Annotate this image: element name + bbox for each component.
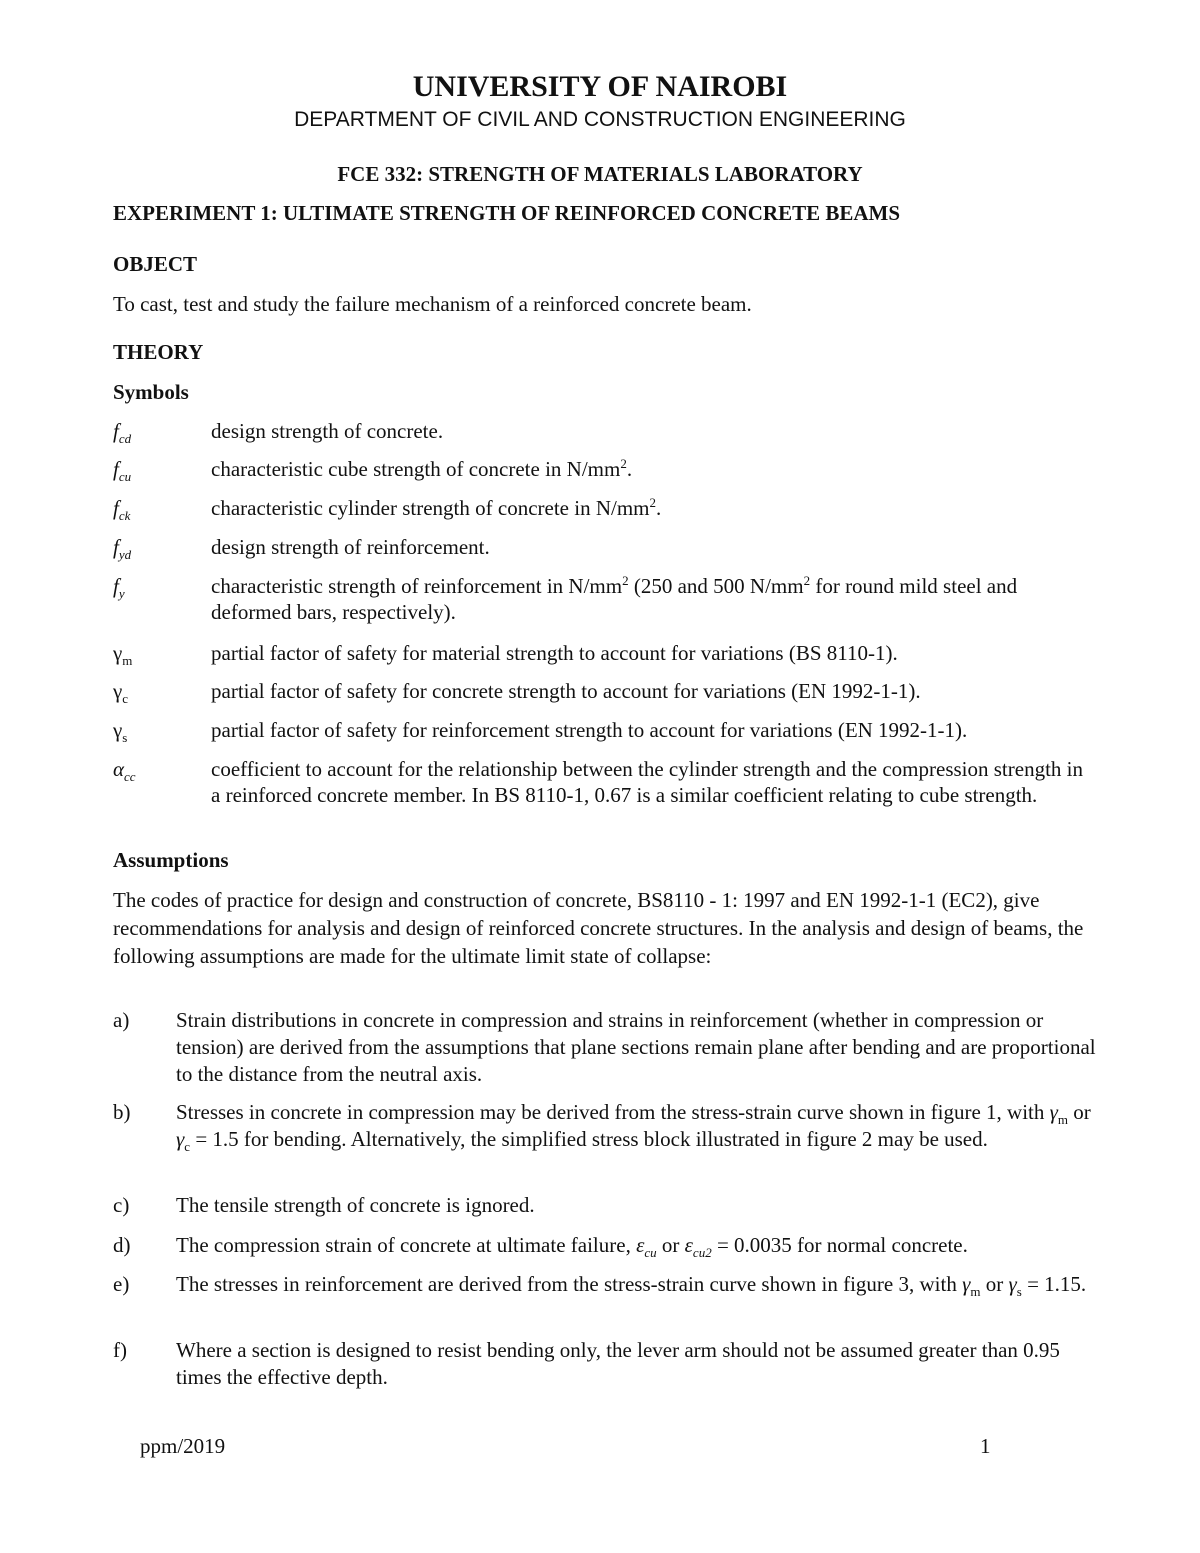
list-text: The compression strain of concrete at ultimate failure, $\varepsilon_{cu}$ or $\varepsilon_{cu2} = 0.0035$ for normal concrete. — [176, 1233, 968, 1261]
symbol-key: $f_y$ — [113, 574, 125, 602]
symbol-description: design strength of reinforcement. — [211, 535, 490, 559]
list-text: The tensile strength of concrete is ignored. — [176, 1193, 535, 1217]
symbol-key: $\gamma_s$ — [113, 718, 128, 746]
theory-heading: THEORY — [113, 340, 204, 364]
object-heading: OBJECT — [113, 252, 198, 276]
footer-author: ppm/2019 — [140, 1434, 226, 1458]
course-title: FCE 332: STRENGTH OF MATERIALS LABORATORY — [337, 162, 863, 186]
list-text: Strain distributions in concrete in compression and strains in reinforcement (whether in compression or tension) are derived from the assumptions that plane sections remain plane after bending and are proportional to the distance from the neutral axis. — [176, 1008, 1096, 1086]
university-title: UNIVERSITY OF NAIROBI — [412, 70, 788, 103]
assumptions-intro: The codes of practice for design and construction of concrete, BS8110 - 1: 1997 and EN 1992-1-1 (EC2), give recommendations for analysis and design of reinforced concrete structures. In the analysis and design of beams, the following assumptions are made for the ultimate limit state of collapse: — [113, 888, 1084, 968]
symbol-description: partial factor of safety for material strength to account for variations (BS 8110-1). — [211, 641, 898, 665]
symbol-description: characteristic cylinder strength of concrete in $N/mm^2$. — [211, 495, 662, 520]
symbol-description: characteristic cube strength of concrete in $N/mm^2$. — [211, 456, 633, 481]
symbol-key: $\gamma_m$ — [113, 641, 133, 669]
symbol-description: coefficient to account for the relationship between the cylinder strength and the compression strength in a reinforced concrete member. In BS 8110-1, 0.67 is a similar coefficient relating to cube strength. — [211, 757, 1084, 807]
symbol-description: design strength of concrete. — [211, 419, 444, 443]
list-marker: a) — [113, 1008, 130, 1032]
symbol-description: partial factor of safety for reinforcement strength to account for variations (EN 1992-1-1). — [211, 718, 968, 742]
symbol-key: $f_{cd}$ — [113, 419, 132, 447]
experiment-title: EXPERIMENT 1: ULTIMATE STRENGTH OF REINFORCED CONCRETE BEAMS — [113, 201, 901, 225]
list-marker: d) — [113, 1233, 131, 1257]
object-text: To cast, test and study the failure mechanism of a reinforced concrete beam. — [113, 292, 752, 316]
list-marker: b) — [113, 1100, 131, 1124]
list-text: Where a section is designed to resist bending only, the lever arm should not be assumed greater than 0.95 times the effective depth. — [176, 1338, 1060, 1389]
symbol-description: partial factor of safety for concrete strength to account for variations (EN 1992-1-1). — [211, 679, 921, 703]
symbol-description: characteristic strength of reinforcement in $N/mm^2$ (250 and 500 $N/mm^2$ for round mild steel and deformed bars, respectively). — [211, 573, 1018, 624]
symbol-key: $f_{cu}$ — [113, 457, 132, 485]
symbol-key: $f_{ck}$ — [113, 496, 131, 524]
list-text: The stresses in reinforcement are derived from the stress-strain curve shown in figure 3, with $\gamma_m$ or $\gamma_s = 1.15$. — [176, 1272, 1087, 1300]
list-marker: c) — [113, 1193, 130, 1217]
symbol-key: $\gamma_c$ — [113, 679, 129, 707]
symbol-key: $f_{yd}$ — [113, 535, 132, 563]
assumptions-heading: Assumptions — [113, 848, 229, 872]
department-title: DEPARTMENT OF CIVIL AND CONSTRUCTION ENGINEERING — [294, 108, 906, 131]
list-text: Stresses in concrete in compression may be derived from the stress-strain curve shown in figure 1, with $\gamma_m$ or $\gamma_c = 1.5$ for bending. Alternatively, the simplified stress block illustrated in figure 2 may be used. — [176, 1100, 1091, 1155]
symbols-heading: Symbols — [113, 380, 189, 404]
symbol-key: $\alpha_{cc}$ — [113, 757, 136, 785]
list-marker: f) — [113, 1338, 127, 1362]
list-marker: e) — [113, 1272, 130, 1296]
page-number: 1 — [980, 1434, 991, 1458]
